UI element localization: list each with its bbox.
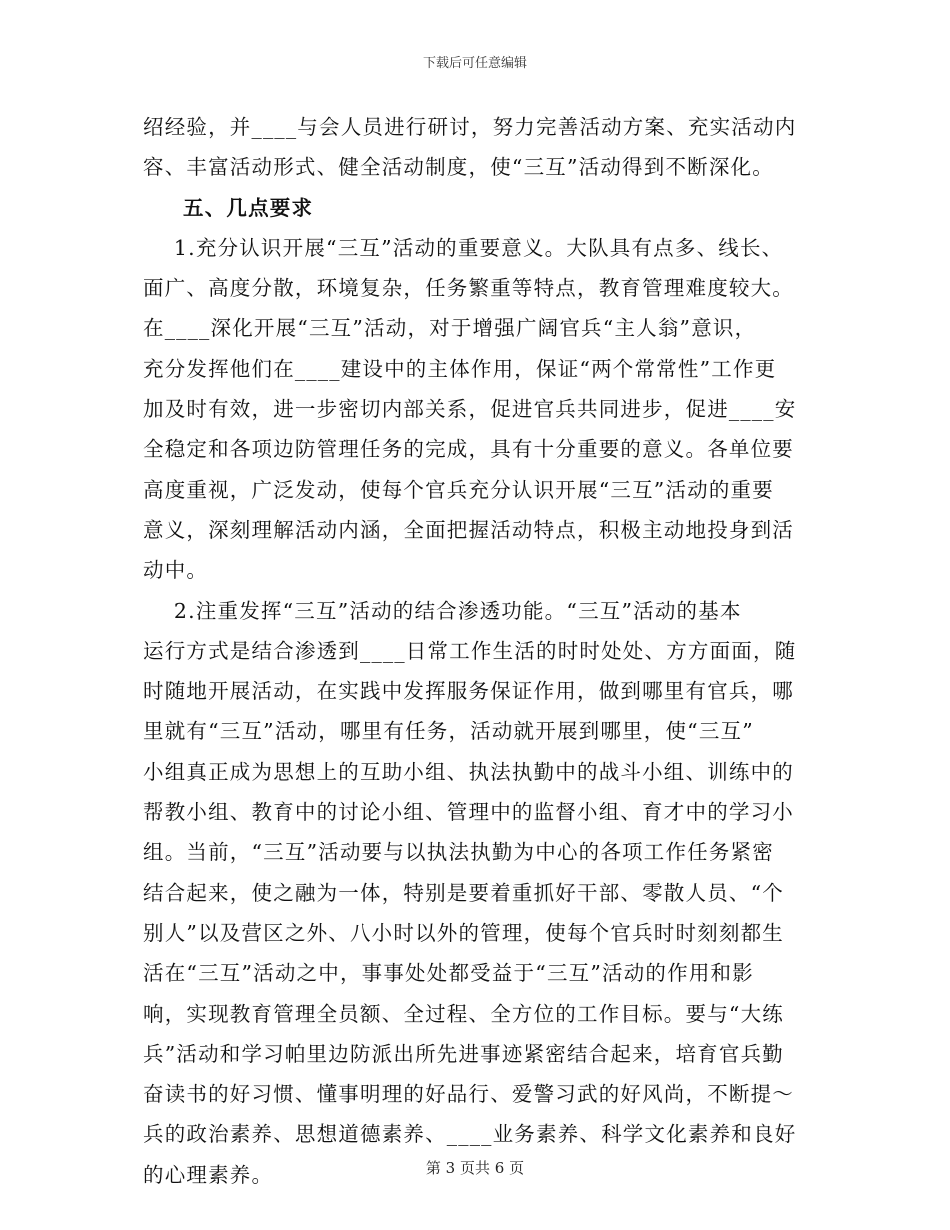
text-line: 1.充分认识开展“三互”活动的重要意义。大队具有点多、线长、 (143, 235, 784, 260)
text-line: 帮教小组、教育中的讨论小组、管理中的监督小组、育才中的学习小 (143, 800, 794, 825)
text-line: 加及时有效，进一步密切内部关系，促进官兵共同进步，促进____安 (143, 397, 797, 422)
text-line: 里就有“三互”活动，哪里有任务，活动就开展到哪里，使“三互” (143, 719, 754, 744)
page-header: 下载后可任意编辑 (422, 56, 527, 71)
page-number: 第 3 页共 6 页 (425, 1159, 525, 1177)
text-line: 小组真正成为思想上的互助小组、执法执勤中的战斗小组、训练中的 (143, 759, 794, 784)
text-line: 响，实现教育管理全员额、全过程、全方位的工作目标。要与“大练 (143, 1001, 784, 1026)
text-line: 结合起来，使之融为一体，特别是要着重抓好干部、零散人员、“个 (143, 880, 784, 905)
text-line: 全稳定和各项边防管理任务的完成，具有十分重要的意义。各单位要 (143, 437, 794, 462)
document-body (143, 107, 811, 1195)
text-line: 动中。 (143, 558, 209, 583)
text-line: 2.注重发挥“三互”活动的结合渗透功能。“三互”活动的基本 (143, 598, 742, 623)
text-line: 绍经验，并____与会人员进行研讨，努力完善活动方案、充实活动内 (143, 115, 797, 139)
text-line: 兵”活动和学习帕里边防派出所先进事迹紧密结合起来，培育官兵勤 (143, 1041, 784, 1066)
text-line: 容、丰富活动形式、健全活动制度，使“三互”活动得到不断深化。 (143, 155, 774, 180)
text-line: 时随地开展活动，在实践中发挥服务保证作用，做到哪里有官兵，哪 (143, 679, 794, 704)
text-line: 别人”以及营区之外、八小时以外的管理，使每个官兵时时刻刻都生 (143, 920, 784, 945)
text-line: 面广、高度分散，环境复杂，任务繁重等特点，教育管理难度较大。 (143, 276, 794, 301)
text-line: 活在“三互”活动之中，事事处处都受益于“三互”活动的作用和影 (143, 961, 754, 986)
text-line: 在____深化开展“三互”活动，对于增强广阔官兵“主人翁”意识， (143, 316, 757, 341)
text-line: 兵的政治素养、思想道德素养、____业务素养、科学文化素养和良好 (143, 1122, 797, 1147)
text-line: 奋读书的好习惯、懂事明理的好品行、爱警习武的好风尚，不断提～ (143, 1082, 794, 1107)
text-line: 组。当前，“三互”活动要与以执法执勤为中心的各项工作任务紧密 (143, 840, 774, 865)
text-line: 充分发挥他们在____建设中的主体作用，保证“两个常常性”工作更 (143, 356, 777, 381)
text-line: 高度重视，广泛发动，使每个官兵充分认识开展“三互”活动的重要 (143, 477, 774, 502)
text-line: 的心理素养。 (143, 1162, 274, 1187)
text-line: 意义，深刻理解活动内涵，全面把握活动特点，积极主动地投身到活 (143, 517, 794, 542)
text-line: 运行方式是结合渗透到____日常工作生活的时时处处、方方面面，随 (143, 638, 797, 663)
section-heading: 五、几点要求 (183, 195, 314, 220)
